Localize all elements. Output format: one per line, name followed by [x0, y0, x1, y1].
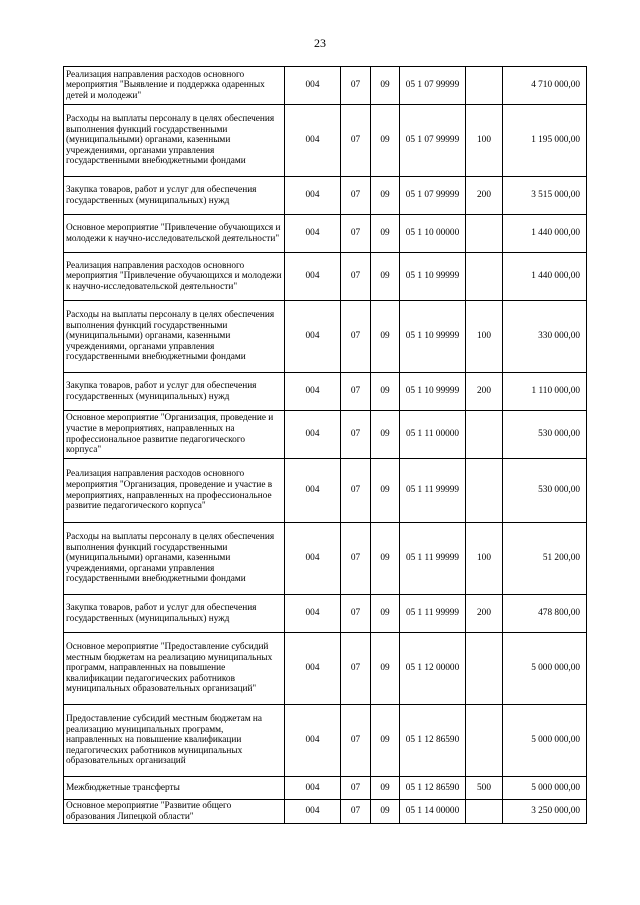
table-row: [64, 523, 587, 595]
target-article-code: 05 1 11 99999: [400, 459, 466, 523]
row-name: Реализация направления расходов основного мероприятия "Выявление и поддержка одаренных детей и молодежи": [64, 67, 285, 105]
row-name: Основное мероприятие "Организация, проведение и участие в мероприятиях, направленных на профессиональное развитие педагогического корпуса": [64, 411, 285, 459]
section-code: 07: [341, 105, 371, 177]
ministry-code: 004: [285, 411, 341, 459]
expense-type-code: 200: [466, 177, 503, 215]
amount: 3 250 000,00: [503, 800, 587, 824]
subsection-code: 09: [371, 411, 400, 459]
amount: 5 000 000,00: [503, 705, 587, 777]
expense-type-code: [466, 633, 503, 705]
subsection-code: 09: [371, 215, 400, 253]
expense-type-code: 500: [466, 777, 503, 800]
table-row: [64, 253, 587, 301]
row-name: Предоставление субсидий местным бюджетам на реализацию муниципальных программ, направленных на повышение квалификации педагогических работников муниципальных образовательных организаций: [64, 705, 285, 777]
amount: 3 515 000,00: [503, 177, 587, 215]
amount: 1 195 000,00: [503, 105, 587, 177]
subsection-code: 09: [371, 595, 400, 633]
ministry-code: 004: [285, 777, 341, 800]
expense-type-code: [466, 705, 503, 777]
table-row: [64, 800, 587, 824]
row-name: Закупка товаров, работ и услуг для обеспечения государственных (муниципальных) нужд: [64, 177, 285, 215]
table-row: [64, 301, 587, 373]
amount: 1 110 000,00: [503, 373, 587, 411]
ministry-code: 004: [285, 523, 341, 595]
row-name: Основное мероприятие "Предоставление субсидий местным бюджетам на реализацию муниципальных программ, направленных на повышение квалификации педагогических работников муниципальных образовательных организаций": [64, 633, 285, 705]
target-article-code: 05 1 10 99999: [400, 301, 466, 373]
section-code: 07: [341, 523, 371, 595]
ministry-code: 004: [285, 373, 341, 411]
expense-type-code: 200: [466, 373, 503, 411]
section-code: 07: [341, 177, 371, 215]
subsection-code: 09: [371, 373, 400, 411]
target-article-code: 05 1 10 99999: [400, 253, 466, 301]
amount: 4 710 000,00: [503, 67, 587, 105]
amount: 478 800,00: [503, 595, 587, 633]
target-article-code: 05 1 11 00000: [400, 411, 466, 459]
row-name: Закупка товаров, работ и услуг для обеспечения государственных (муниципальных) нужд: [64, 373, 285, 411]
target-article-code: 05 1 14 00000: [400, 800, 466, 824]
section-code: 07: [341, 595, 371, 633]
amount: 51 200,00: [503, 523, 587, 595]
section-code: 07: [341, 67, 371, 105]
section-code: 07: [341, 777, 371, 800]
section-code: 07: [341, 373, 371, 411]
ministry-code: 004: [285, 105, 341, 177]
table-row: [64, 177, 587, 215]
amount: 1 440 000,00: [503, 253, 587, 301]
section-code: 07: [341, 800, 371, 824]
subsection-code: 09: [371, 523, 400, 595]
table-row: [64, 373, 587, 411]
row-name: Основное мероприятие "Развитие общего образования Липецкой области": [64, 800, 285, 824]
target-article-code: 05 1 12 86590: [400, 777, 466, 800]
row-name: Закупка товаров, работ и услуг для обеспечения государственных (муниципальных) нужд: [64, 595, 285, 633]
target-article-code: 05 1 12 00000: [400, 633, 466, 705]
table-row: [64, 105, 587, 177]
page-number: 23: [314, 36, 326, 50]
subsection-code: 09: [371, 777, 400, 800]
section-code: 07: [341, 301, 371, 373]
table-row: [64, 459, 587, 523]
ministry-code: 004: [285, 67, 341, 105]
section-code: 07: [341, 633, 371, 705]
target-article-code: 05 1 07 99999: [400, 105, 466, 177]
ministry-code: 004: [285, 215, 341, 253]
target-article-code: 05 1 10 00000: [400, 215, 466, 253]
amount: 330 000,00: [503, 301, 587, 373]
section-code: 07: [341, 253, 371, 301]
row-name: Расходы на выплаты персоналу в целях обеспечения выполнения функций государственными (муниципальными) органами, казенными учреждениями, органами управления государственными внебюджетными фондами: [64, 301, 285, 373]
amount: 530 000,00: [503, 459, 587, 523]
section-code: 07: [341, 459, 371, 523]
ministry-code: 004: [285, 595, 341, 633]
target-article-code: 05 1 12 86590: [400, 705, 466, 777]
row-name: Основное мероприятие "Привлечение обучающихся и молодежи к научно-исследовательской деятельности": [64, 215, 285, 253]
expense-type-code: [466, 800, 503, 824]
expense-type-code: [466, 253, 503, 301]
subsection-code: 09: [371, 177, 400, 215]
expense-type-code: 100: [466, 523, 503, 595]
ministry-code: 004: [285, 301, 341, 373]
target-article-code: 05 1 11 99999: [400, 523, 466, 595]
amount: 5 000 000,00: [503, 633, 587, 705]
ministry-code: 004: [285, 800, 341, 824]
ministry-code: 004: [285, 253, 341, 301]
amount: 1 440 000,00: [503, 215, 587, 253]
amount: 5 000 000,00: [503, 777, 587, 800]
section-code: 07: [341, 705, 371, 777]
row-name: Межбюджетные трансферты: [64, 777, 285, 800]
subsection-code: 09: [371, 459, 400, 523]
target-article-code: 05 1 11 99999: [400, 595, 466, 633]
expense-type-code: [466, 411, 503, 459]
section-code: 07: [341, 411, 371, 459]
ministry-code: 004: [285, 459, 341, 523]
subsection-code: 09: [371, 253, 400, 301]
ministry-code: 004: [285, 177, 341, 215]
subsection-code: 09: [371, 105, 400, 177]
table-row: [64, 67, 587, 105]
table-row: [64, 411, 587, 459]
table-row: [64, 595, 587, 633]
subsection-code: 09: [371, 633, 400, 705]
table-row: [64, 705, 587, 777]
expense-type-code: [466, 215, 503, 253]
row-name: Расходы на выплаты персоналу в целях обеспечения выполнения функций государственными (муниципальными) органами, казенными учреждениями, органами управления государственными внебюджетными фондами: [64, 105, 285, 177]
row-name: Расходы на выплаты персоналу в целях обеспечения выполнения функций государственными (муниципальными) органами, казенными учреждениями, органами управления государственными внебюджетными фондами: [64, 523, 285, 595]
row-name: Реализация направления расходов основного мероприятия "Привлечение обучающихся и молодежи к научно-исследовательской деятельности": [64, 253, 285, 301]
budget-table: [63, 66, 587, 824]
ministry-code: 004: [285, 633, 341, 705]
table-row: [64, 777, 587, 800]
ministry-code: 004: [285, 705, 341, 777]
expense-type-code: [466, 459, 503, 523]
section-code: 07: [341, 215, 371, 253]
expense-type-code: [466, 67, 503, 105]
table-row: [64, 633, 587, 705]
subsection-code: 09: [371, 705, 400, 777]
subsection-code: 09: [371, 67, 400, 105]
row-name: Реализация направления расходов основного мероприятия "Организация, проведение и участие в мероприятиях, направленных на профессиональное развитие педагогического корпуса": [64, 459, 285, 523]
expense-type-code: 200: [466, 595, 503, 633]
target-article-code: 05 1 07 99999: [400, 67, 466, 105]
expense-type-code: 100: [466, 301, 503, 373]
expense-type-code: 100: [466, 105, 503, 177]
amount: 530 000,00: [503, 411, 587, 459]
target-article-code: 05 1 07 99999: [400, 177, 466, 215]
table-row: [64, 215, 587, 253]
subsection-code: 09: [371, 301, 400, 373]
subsection-code: 09: [371, 800, 400, 824]
target-article-code: 05 1 10 99999: [400, 373, 466, 411]
